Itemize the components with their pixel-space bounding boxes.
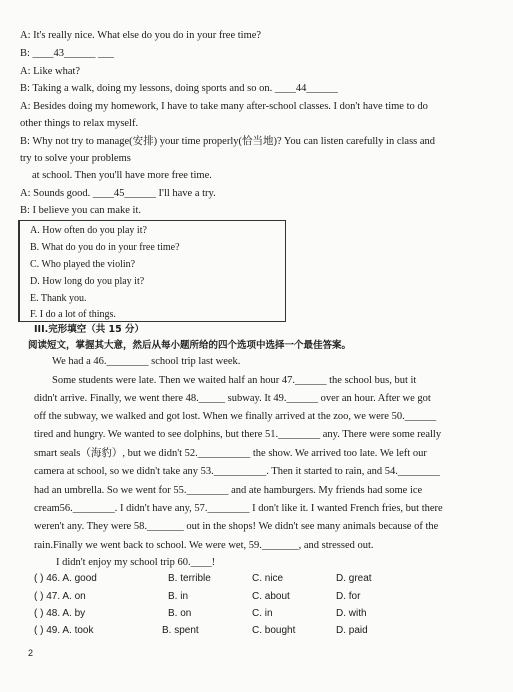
dialogue-line-6: other things to relax myself. [20, 118, 139, 129]
q46-option-b: B. terrible [168, 573, 211, 584]
option-d: D. How long do you play it? [30, 276, 145, 287]
passage-line-9: cream56.________. I didn't have any, 57.________ I don't like it. I wanted French fries, but there [34, 503, 443, 514]
q47-option-c: C. about [252, 591, 290, 602]
option-e: E. Thank you. [30, 293, 87, 304]
passage-line-10: weren't any. They were 58._______ out in the shops! We didn't see many animals because of the [34, 521, 439, 532]
passage-line-7: camera at school, so we didn't take any 53.__________. Then it started to rain, and 54.________ [34, 466, 440, 477]
q49-option-c: C. bought [252, 625, 296, 636]
q48-option-c: C. in [252, 608, 273, 619]
dialogue-line-4: B: Taking a walk, doing my lessons, doing sports and so on. ____44______ [20, 83, 338, 94]
section-title: III.完形填空（共 15 分） [34, 324, 145, 335]
passage-line-11: rain.Finally we went back to school. We were wet, 59._______, and stressed out. [34, 540, 374, 551]
q47-option-b: B. in [168, 591, 189, 602]
q46-option-d: D. great [336, 573, 372, 584]
q47-option-d: D. for [336, 591, 361, 602]
q49-option-d: D. paid [336, 625, 368, 636]
dialogue-line-1: A: It's really nice. What else do you do in your free time? [20, 30, 262, 41]
dialogue-line-10: A: Sounds good. ____45______ I'll have a try. [20, 188, 216, 199]
passage-line-12: I didn't enjoy my school trip 60.____! [56, 557, 216, 568]
dialogue-line-7: B: Why not try to manage(安排) your time properly(恰当地)? You can listen carefully in class and [20, 136, 436, 147]
q48-option-b: B. on [168, 608, 192, 619]
instructions: 阅读短文，掌握其大意，然后从每小题所给的四个选项中选择一个最佳答案。 [28, 340, 352, 351]
dialogue-line-3: A: Like what? [20, 66, 81, 77]
option-f: F. I do a lot of things. [30, 309, 116, 320]
question-46: ( ) 46. A. good [34, 573, 97, 584]
question-47: ( ) 47. A. on [34, 591, 86, 602]
option-a: A. How often do you play it? [30, 225, 147, 236]
passage-line-3: didn't arrive. Finally, we went there 48._____ subway. It 49.______ over an hour. After we got [34, 393, 431, 404]
question-48: ( ) 48. A. by [34, 608, 86, 619]
passage-line-5: tired and hungry. We wanted to see dolphins, but there 51.________ any. There were some really [34, 429, 442, 440]
passage-line-4: off the subway, we walked and got lost. When we finally arrived at the zoo, we were 50.______ [34, 411, 437, 422]
q48-option-d: D. with [336, 608, 367, 619]
dialogue-line-5: A: Besides doing my homework, I have to take many after-school classes. I don't have time to do [20, 101, 428, 112]
dialogue-line-2: B: ____43______ ___ [20, 48, 114, 59]
passage-line-2: Some students were late. Then we waited half an hour 47.______ the school bus, but it [52, 375, 417, 386]
passage-line-8: had an umbrella. So we went for 55.________ and ate hamburgers. My friends had some ice [34, 485, 423, 496]
q46-option-c: C. nice [252, 573, 284, 584]
dialogue-line-8: try to solve your problems [20, 153, 131, 164]
dialogue-line-9: at school. Then you'll have more free time. [32, 170, 212, 181]
option-c: C. Who played the violin? [30, 259, 136, 270]
passage-line-6: smart seals（海豹）, but we didn't 52.__________ the show. We arrived too late. We left our [34, 448, 427, 459]
option-b: B. What do you do in your free time? [30, 242, 180, 253]
dialogue-line-11: B: I believe you can make it. [20, 205, 142, 216]
passage-line-1: We had a 46.________ school trip last week. [52, 356, 241, 367]
q49-option-b: B. spent [162, 625, 199, 636]
question-49: ( ) 49. A. took [34, 625, 94, 636]
page-number: 2 [28, 648, 34, 658]
